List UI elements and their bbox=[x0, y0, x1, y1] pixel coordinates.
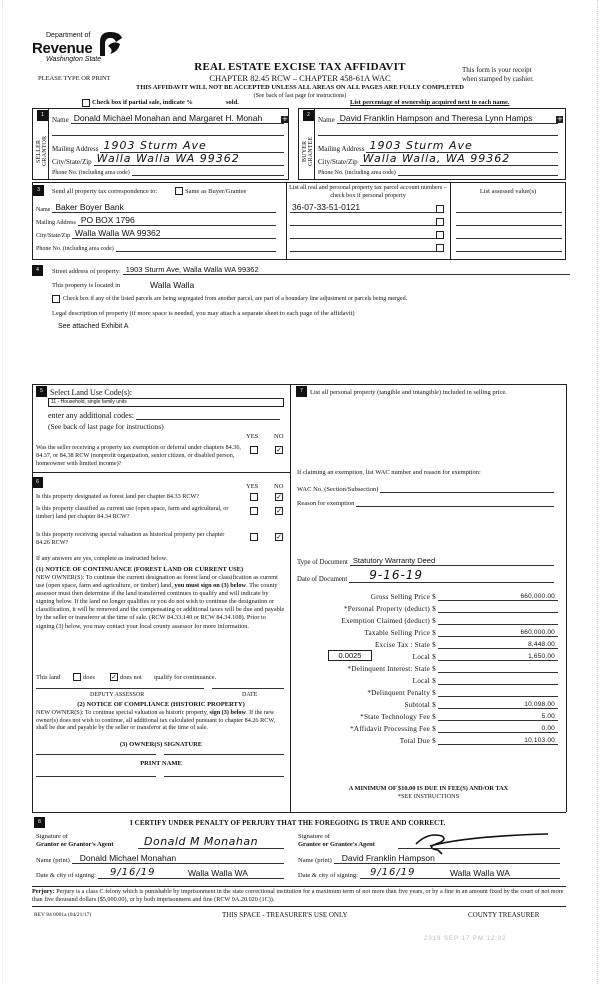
seller-more-names-icon[interactable]: + bbox=[282, 115, 288, 123]
grantor-signature-field[interactable] bbox=[138, 836, 284, 849]
seller-city-value: Walla Walla WA 99362 bbox=[96, 152, 240, 165]
wac-number-field[interactable]: WAC No. (Section/Subsection) bbox=[297, 483, 554, 493]
street-address-field[interactable]: Street address of property: 1903 Sturm Ave, Walla Walla WA 99362 bbox=[52, 265, 570, 275]
form-chapter: CHAPTER 82.45 RCW – CHAPTER 458-61A WAC bbox=[209, 73, 391, 83]
does-not-qualify-checkbox[interactable]: ✓ bbox=[111, 673, 117, 681]
grantor-date-city-field[interactable]: Date & city of signing: 9/16/19 Walla Walla WA bbox=[36, 867, 284, 879]
seller-city-field[interactable]: City/State/Zip Walla Walla WA 99362 bbox=[52, 154, 284, 166]
section-7-number: 7 bbox=[296, 386, 307, 397]
exemption-question: Was the seller receiving a property tax exemption or deferral under chapters 84.36, 84.37, or 84.38 RCW (nonprofit organization, senior citizen, or disabled person, homeowner with limited income)? bbox=[36, 444, 241, 467]
form-id: REV 84 0001a (04/21/17) bbox=[34, 912, 92, 918]
partial-sale-checkbox[interactable] bbox=[82, 99, 90, 107]
correspondence-name-field[interactable]: Name Baker Boyer Bank bbox=[36, 203, 276, 213]
treasurer-space-label: THIS SPACE - TREASURER'S USE ONLY bbox=[222, 911, 348, 919]
grantee-signature bbox=[408, 826, 558, 856]
correspondence-phone-field[interactable]: Phone No. (including area code) bbox=[36, 242, 276, 252]
county-treasurer-label: COUNTY TREASURER bbox=[468, 911, 540, 919]
grantee-date-city-field[interactable]: Date & city of signing: 9/16/19 Walla Walla WA bbox=[298, 867, 560, 879]
legal-description-value[interactable]: See attached Exhibit A bbox=[58, 323, 129, 330]
assessed-row-4[interactable] bbox=[456, 242, 562, 252]
parcel-row-3[interactable] bbox=[290, 229, 440, 239]
same-as-buyer-checkbox[interactable] bbox=[175, 187, 183, 195]
parcel-3-personal-checkbox[interactable] bbox=[436, 231, 444, 239]
buyer-name-line-2[interactable] bbox=[318, 135, 558, 136]
scan-edge bbox=[597, 0, 598, 984]
this-land-label: This land bbox=[36, 674, 61, 681]
s5-yes-header: YES bbox=[246, 433, 259, 440]
perjury-certification: I CERTIFY UNDER PENALTY OF PERJURY THAT THE FOREGOING IS TRUE AND CORRECT. bbox=[130, 819, 446, 827]
assessed-row-1[interactable] bbox=[456, 203, 562, 213]
grantee-signing-city: Walla Walla WA bbox=[449, 868, 510, 878]
state-technology-fee-row[interactable]: *State Technology Fee $ 5.00 bbox=[312, 712, 558, 721]
document-type-value: Statutory Warranty Deed bbox=[352, 556, 436, 565]
scan-edge-left bbox=[2, 0, 3, 984]
notice-2-body: NEW OWNER(S): To continue special valuation as historic property, sign (3) below. If the new owner(s) does not wish to continue, all additional tax calculated pursuant to chapter 84.26 RCW, shall be due and payable by the seller or transferor at the time of sale. bbox=[36, 709, 276, 732]
segregated-parcel-checkbox[interactable] bbox=[52, 295, 60, 303]
notice-1-title: (1) NOTICE OF CONTINUANCE (FOREST LAND OR CURRENT USE) bbox=[36, 566, 244, 573]
personal-property-area[interactable] bbox=[296, 410, 562, 460]
if-yes-note: If any answers are yes, complete as instructed below. bbox=[36, 555, 168, 562]
sold-label: sold. bbox=[226, 99, 239, 106]
land-use-title: Select Land Use Code(s): bbox=[50, 388, 132, 397]
dor-logo bbox=[32, 30, 132, 70]
same-as-buyer-label: Same as Buyer/Grantee bbox=[185, 188, 247, 195]
grantee-signature-label-2: Grantee or Grantee's Agent bbox=[298, 841, 375, 848]
deputy-assessor-label: DEPUTY ASSESSOR bbox=[90, 692, 145, 698]
buyer-mailing-field[interactable]: Mailing Address 1903 Sturm Ave bbox=[318, 141, 558, 153]
send-correspondence-label: Send all property tax correspondence to: bbox=[52, 188, 158, 195]
column-divider bbox=[290, 384, 291, 812]
grantee-name-value: David Franklin Hampson bbox=[341, 853, 435, 863]
qualify-label: qualify for continuance. bbox=[154, 674, 217, 681]
logo-line3: Washington State bbox=[46, 56, 102, 63]
please-type-or-print: PLEASE TYPE OR PRINT bbox=[38, 75, 111, 82]
correspondence-city-field[interactable]: City/State/Zip Walla Walla WA 99362 bbox=[36, 229, 276, 239]
forest-land-question: Is this property designated as forest land per chapter 84.33 RCW? bbox=[36, 493, 200, 500]
buyer-grantee-label: BUYER GRANTEE bbox=[302, 136, 314, 166]
excise-tax-local-row[interactable]: Local $ 1,650.00 bbox=[312, 652, 558, 661]
section-3-number: 3 bbox=[33, 185, 44, 196]
section-2-number: 2 bbox=[303, 110, 314, 121]
buyer-phone-field[interactable]: Phone No. (including area code) bbox=[318, 168, 558, 176]
print-name-line-2[interactable] bbox=[164, 776, 284, 777]
assessed-row-2[interactable] bbox=[456, 216, 562, 226]
document-type-field[interactable]: Type of Document Statutory Warranty Deed bbox=[297, 556, 554, 566]
does-not-label: does not bbox=[120, 674, 142, 681]
grantee-signature-label-1: Signature of bbox=[298, 833, 330, 840]
buyer-city-field[interactable]: City/State/Zip Walla Walla, WA 99362 bbox=[318, 154, 558, 166]
perjury-notice: Perjury: Perjury is a class C felony which is punishable by imprisonment in the state correctional institution for a maximum term of not more than five years, or by a fine in an amount fixed by the court of not more than five thousand dollars ($5,000.00), or by both imprisonment and fine (RCW 9A.20.020 (1C)). bbox=[32, 888, 564, 903]
assessed-row-3[interactable] bbox=[456, 229, 562, 239]
correspondence-city-value: Walla Walla WA 99362 bbox=[75, 228, 161, 238]
additional-codes-field[interactable]: enter any additional codes: bbox=[48, 410, 280, 420]
section-4-number: 4 bbox=[32, 265, 43, 276]
grantee-signing-date: 9/16/19 bbox=[369, 867, 416, 878]
receipt-note-1: This form is your receipt bbox=[462, 66, 532, 74]
s6-no-header: NO bbox=[274, 483, 284, 490]
partial-sale-label: Check box if partial sale, indicate % bbox=[92, 99, 193, 106]
buyer-mailing-value: 1903 Sturm Ave bbox=[369, 139, 473, 152]
local-rate-box: 0.0025 bbox=[328, 650, 372, 661]
personal-property-deduct-row[interactable]: *Personal Property (deduct) $ bbox=[312, 604, 558, 613]
parcel-2-personal-checkbox[interactable] bbox=[436, 218, 444, 226]
dor-logo-icon bbox=[96, 30, 124, 58]
seller-name-line-2[interactable] bbox=[52, 135, 284, 136]
delinquent-penalty-row[interactable]: *Delinquent Penalty $ bbox=[312, 688, 558, 697]
current-use-yes-checkbox[interactable] bbox=[250, 507, 258, 515]
owner-signature-line-1[interactable] bbox=[36, 754, 156, 755]
owner-signature-line-2[interactable] bbox=[164, 754, 284, 755]
print-name-label: PRINT NAME bbox=[140, 760, 182, 767]
historical-question: Is this property receiving special valuation as historical property per chapter 84.26 RCW? bbox=[36, 531, 225, 546]
located-in-value[interactable]: Walla Walla bbox=[150, 280, 195, 290]
print-name-line-1[interactable] bbox=[36, 776, 156, 777]
exemption-intro: If claiming an exemption, list WAC number and reason for exemption: bbox=[297, 469, 481, 476]
treasurer-stamp: 2019 SEP 17 PM 12:02 bbox=[424, 936, 507, 942]
seller-name-field[interactable]: Name Donald Michael Monahan and Margaret H. Monah bbox=[52, 114, 284, 124]
street-address-value: 1903 Sturm Ave, Walla Walla WA 99362 bbox=[125, 265, 259, 274]
assessed-header: List assessed value(s) bbox=[479, 188, 537, 195]
acceptance-warning: THIS AFFIDAVIT WILL NOT BE ACCEPTED UNLESS ALL AREAS ON ALL PAGES ARE FULLY COMPLETED bbox=[136, 84, 464, 91]
section-5-number: 5 bbox=[36, 386, 47, 397]
seller-mailing-value: 1903 Sturm Ave bbox=[103, 139, 207, 152]
minimum-fee-note: A MINIMUM OF $10.00 IS DUE IN FEE(S) AND/OR TAX bbox=[348, 785, 509, 792]
parcel-row-2[interactable] bbox=[290, 216, 440, 226]
parcel-4-personal-checkbox[interactable] bbox=[436, 244, 444, 252]
exemption-claimed-row[interactable]: Exemption Claimed (deduct) $ bbox=[312, 616, 558, 625]
buyer-name-value: David Franklin Hampson and Theresa Lynn Hamps bbox=[339, 113, 533, 123]
s5-no-checkbox[interactable]: ✓ bbox=[276, 446, 282, 454]
grantor-signature-label-1: Signature of bbox=[36, 833, 68, 840]
delinquent-interest-local-row[interactable]: Local $ bbox=[312, 676, 558, 685]
seller-name-value: Donald Michael Monahan and Margaret H. Monah bbox=[73, 113, 263, 123]
does-label: does bbox=[83, 674, 95, 681]
gross-selling-price-value: 660,000.00 bbox=[438, 592, 558, 601]
section-1-number: 1 bbox=[37, 110, 48, 121]
document-date-field[interactable]: Date of Document 9-16-19 bbox=[297, 570, 554, 583]
s5-no-header: NO bbox=[274, 433, 284, 440]
delinquent-interest-state-row[interactable]: *Delinquent Interest: State $ bbox=[312, 664, 558, 673]
see-back-note: (See back of last page for instructions) bbox=[253, 93, 347, 99]
total-due-row[interactable]: Total Due $ 10,103.00 bbox=[312, 736, 558, 745]
notice-1-body: NEW OWNER(S): To continue the current designation as forest land or classification as current use (open space, farm and agriculture, or timber) land, you must sign on (3) below. The county assessor must then determine if the land transferred continues to qualify and will indicate by signing below. If the land no longer qualifies or you do not wish to continue the designation or classification, it will be removed and the compensating or additional taxes will be due and payable by the seller or transferor at the time of sale. (RCW 84.33.140 or RCW 84.34.108). Prior to signing (3) below, you may contact your local county assessor for more information. bbox=[36, 574, 285, 630]
logo-line2: Revenue bbox=[32, 40, 93, 57]
parcel-header: List all real and personal property tax parcel account numbers – check box if personal property bbox=[289, 184, 447, 199]
logo-line1: Department of bbox=[46, 32, 91, 39]
section-6-number: 6 bbox=[32, 477, 43, 488]
parcel-1-personal-checkbox[interactable] bbox=[436, 205, 444, 213]
buyer-more-names-icon[interactable]: + bbox=[557, 115, 563, 123]
buyer-city-value: Walla Walla, WA 99362 bbox=[362, 152, 511, 165]
exemption-reason-field[interactable]: Reason for exemption bbox=[297, 497, 554, 507]
ownership-note: List percentage of ownership acquired next to each name. bbox=[350, 99, 510, 106]
parcel-row-4[interactable] bbox=[290, 242, 440, 252]
grantor-name-field[interactable]: Name (print) Donald Michael Monahan bbox=[36, 854, 284, 864]
historical-no-checkbox[interactable]: ✓ bbox=[276, 533, 282, 541]
section-8-number: 8 bbox=[34, 817, 45, 828]
current-use-question: Is this property classified as current use (open space, farm and agricultural, or timber) land per chapter 84.34 RCW? bbox=[36, 505, 229, 520]
assessor-date-line[interactable] bbox=[212, 688, 284, 689]
grantor-signature-label-2: Grantor or Grantor's Agent bbox=[36, 841, 114, 848]
assessor-date-label: DATE bbox=[242, 692, 258, 698]
legal-description-label: Legal description of property (if more space is needed, you may attach a separate sheet to each page of the affidavit) bbox=[52, 310, 355, 317]
owner-signature-label: (3) OWNER(S) SIGNATURE bbox=[119, 741, 203, 748]
parcel-row-1[interactable]: 36-07-33-51-0121 bbox=[290, 203, 440, 213]
current-use-no-checkbox[interactable]: ✓ bbox=[276, 507, 282, 515]
correspondence-name-value: Baker Boyer Bank bbox=[55, 202, 124, 212]
does-qualify-checkbox[interactable] bbox=[73, 673, 81, 681]
located-in-label: This property is located in bbox=[52, 282, 121, 289]
grantee-name-field[interactable]: Name (print) David Franklin Hampson bbox=[298, 854, 560, 864]
correspondence-mailing-field[interactable]: Mailing Address PO BOX 1796 bbox=[36, 216, 276, 226]
historical-yes-checkbox[interactable] bbox=[250, 533, 258, 541]
seller-grantor-label: SELLER GRANTOR bbox=[36, 135, 48, 167]
deputy-assessor-signature-line[interactable] bbox=[36, 688, 204, 689]
forest-land-no-checkbox[interactable]: ✓ bbox=[276, 493, 282, 501]
seller-mailing-field[interactable]: Mailing Address 1903 Sturm Ave bbox=[52, 141, 284, 153]
land-use-code-select[interactable] bbox=[48, 398, 284, 407]
grantor-name-value: Donald Michael Monahan bbox=[79, 853, 177, 863]
grantor-signature: Donald M Monahan bbox=[144, 835, 259, 848]
taxable-selling-price-row[interactable]: Taxable Selling Price $ 660,000.00 bbox=[312, 628, 558, 637]
document-date-value: 9-16-19 bbox=[369, 568, 424, 582]
s6-yes-header: YES bbox=[246, 483, 259, 490]
grantor-signing-date: 9/16/19 bbox=[109, 867, 156, 878]
see-instructions-note: *SEE INSTRUCTIONS bbox=[397, 793, 460, 800]
affidavit-processing-fee-row[interactable]: *Affidavit Processing Fee $ 0.00 bbox=[312, 724, 558, 733]
excise-tax-state-row[interactable]: Excise Tax : State $ 8,448.00 bbox=[312, 640, 558, 649]
grantor-signing-city: Walla Walla WA bbox=[187, 868, 248, 878]
form-title: REAL ESTATE EXCISE TAX AFFIDAVIT bbox=[194, 61, 406, 73]
forest-land-yes-checkbox[interactable] bbox=[250, 493, 258, 501]
s5-yes-checkbox[interactable] bbox=[250, 446, 258, 454]
buyer-name-field[interactable]: Name David Franklin Hampson and Theresa Lynn Hamps bbox=[318, 114, 558, 124]
personal-property-title: List all personal property (tangible and intangible) included in selling price. bbox=[310, 389, 507, 396]
receipt-note-2: when stamped by cashier. bbox=[462, 75, 534, 83]
subtotal-row[interactable]: Subtotal $ 10,098.00 bbox=[312, 700, 558, 709]
segregated-parcel-label: Check box if any of the listed parcels are being segregated from another parcel, are part of a boundary line adjustment or parcels being merged. bbox=[63, 296, 408, 302]
gross-selling-price-row[interactable]: Gross Selling Price $ 660,000.00 bbox=[312, 592, 558, 601]
land-use-see-back: (See back of last page for instructions) bbox=[48, 422, 164, 431]
notice-2-title: (2) NOTICE OF COMPLIANCE (HISTORIC PROPERTY) bbox=[77, 701, 245, 708]
seller-phone-field[interactable]: Phone No. (including area code) bbox=[52, 168, 284, 176]
land-use-code-value: 11 - Household, single family units bbox=[51, 399, 127, 405]
total-due-value: 10,103.00 bbox=[438, 736, 558, 745]
correspondence-mailing-value: PO BOX 1796 bbox=[80, 215, 135, 225]
